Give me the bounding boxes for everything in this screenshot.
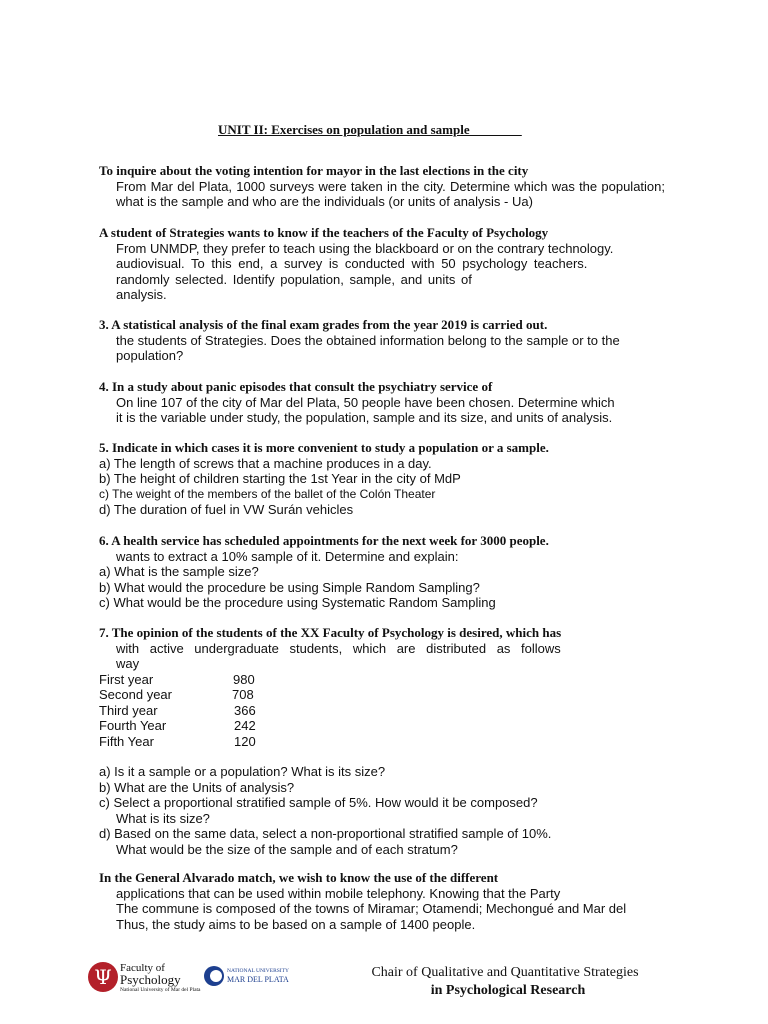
exercise-4-heading: 4. In a study about panic episodes that consult the psychiatry service of (99, 379, 493, 394)
chair-line-2: in Psychological Research (430, 983, 586, 998)
table-row (99, 734, 665, 750)
exercise-5-item-a: a) The length of screws that a machine produces in a day. (99, 455, 432, 471)
exercise-8-line-1: applications that can be used within mobile telephony. Knowing that the Party (116, 885, 561, 901)
title-text: UNIT II: Exercises on population and sample (218, 122, 470, 137)
exercise-8 (99, 870, 665, 932)
exercise-2 (99, 225, 665, 303)
table-row (99, 672, 665, 688)
exercise-4 (99, 379, 665, 426)
psychology-text: Psychology (120, 972, 181, 987)
page-footer (0, 955, 768, 1015)
exercise-4-line-2: it is the variable under study, the population, sample and its size, and units of analysis. (116, 410, 613, 425)
university-crescent-icon (204, 966, 224, 986)
exercise-7-line-1: with active undergraduate students, which are distributed as follows (116, 640, 561, 656)
psi-icon: Ψ (88, 962, 118, 992)
exercise-6-item-c: c) What would be the procedure using Systematic Random Sampling (99, 595, 496, 610)
exercise-5 (99, 440, 665, 518)
exercise-7-question-c-cont: What is its size? (116, 810, 210, 826)
mar-del-plata-text: MAR DEL PLATA (227, 975, 289, 984)
exercise-7-line-2: way (116, 656, 140, 671)
student-distribution-table (99, 672, 665, 750)
exercise-1 (99, 163, 665, 210)
table-year: Second year (99, 687, 172, 702)
exercise-5-heading: 5. Indicate in which cases it is more convenient to study a population or a sample. (99, 440, 549, 455)
table-count: 708 (232, 687, 254, 702)
exercise-3-heading: 3. A statistical analysis of the final exam grades from the year 2019 is carried out. (99, 317, 548, 332)
table-year: Fourth Year (99, 718, 167, 733)
exercise-6-line-1: wants to extract a 10% sample of it. Determine and explain: (116, 548, 459, 564)
chair-line-1: Chair of Qualitative and Quantitative Strategies (371, 965, 639, 980)
exercise-2-line-3: randomly selected. Identify population, sample, and units of (116, 271, 472, 287)
national-university-text: NATIONAL UNIVERSITY (227, 968, 289, 974)
exercise-7-question-b: b) What are the Units of analysis? (99, 779, 295, 795)
exercise-8-line-2: The commune is composed of the towns of Miramar; Otamendi; Mechongué and Mar del (116, 901, 627, 916)
exercise-1-heading: To inquire about the voting intention for mayor in the last elections in the city (99, 163, 529, 178)
exercise-2-heading: A student of Strategies wants to know if the teachers of the Faculty of Psychology (99, 225, 549, 240)
university-logo (204, 965, 324, 991)
exercise-4-line-1: On line 107 of the city of Mar del Plata, 50 people have been chosen. Determine which (116, 394, 615, 410)
exercise-3 (99, 317, 665, 364)
exercise-1-body: From Mar del Plata, 1000 surveys were taken in the city. Determine which was the population; what is the sample and who are the individuals (or units of analysis - Ua) (116, 178, 665, 209)
exercise-6-heading: 6. A health service has scheduled appointments for the next week for 3000 people. (99, 533, 549, 548)
exercise-6-item-a: a) What is the sample size? (99, 564, 259, 579)
table-year: Fifth Year (99, 733, 154, 749)
exercise-8-heading: In the General Alvarado match, we wish to know the use of the different (99, 870, 499, 885)
faculty-logo (88, 960, 208, 1000)
page-title (218, 122, 522, 138)
exercise-6 (99, 533, 665, 611)
exercise-7-question-a: a) Is it a sample or a population? What is its size? (99, 764, 386, 779)
table-count: 120 (234, 733, 256, 749)
title-underline-trailer: ________ (469, 122, 522, 137)
table-row (99, 718, 665, 734)
chair-title (330, 964, 680, 1000)
exercise-8-line-3: Thus, the study aims to be based on a sample of 1400 people. (116, 916, 476, 932)
university-small-text: National University of Mar del Plata (120, 987, 201, 993)
exercise-2-line-4: analysis. (116, 287, 167, 302)
table-row (99, 687, 665, 703)
exercise-6-item-b: b) What would the procedure be using Simple Random Sampling? (99, 579, 480, 595)
exercise-7-heading: 7. The opinion of the students of the XX Faculty of Psychology is desired, which has (99, 625, 562, 640)
exercise-7-question-c: c) Select a proportional stratified sample of 5%. How would it be composed? (99, 795, 538, 810)
exercise-7-question-d-cont: What would be the size of the sample and of each stratum? (116, 841, 458, 857)
exercise-7 (99, 625, 665, 857)
exercise-5-item-c: c) The weight of the members of the ballet of the Colón Theater (99, 486, 436, 501)
table-year: Third year (99, 702, 158, 718)
exercise-5-item-b: b) The height of children starting the 1st Year in the city of MdP (99, 471, 461, 486)
table-count: 366 (234, 702, 256, 718)
exercise-3-body: the students of Strategies. Does the obtained information belong to the sample or to the population? (116, 332, 620, 363)
exercise-7-question-d: d) Based on the same data, select a non-proportional stratified sample of 10%. (99, 826, 552, 841)
table-count: 980 (233, 671, 255, 687)
table-row (99, 703, 665, 719)
table-count: 242 (234, 718, 256, 733)
faculty-of-text: Faculty of (120, 962, 165, 974)
exercise-2-line-1: From UNMDP, they prefer to teach using the blackboard or on the contrary technology. (116, 240, 614, 256)
table-year: First year (99, 671, 154, 687)
exercise-5-item-d: d) The duration of fuel in VW Surán vehicles (99, 502, 354, 517)
exercise-2-line-2: audiovisual. To this end, a survey is conducted with 50 psychology teachers. (116, 256, 588, 271)
